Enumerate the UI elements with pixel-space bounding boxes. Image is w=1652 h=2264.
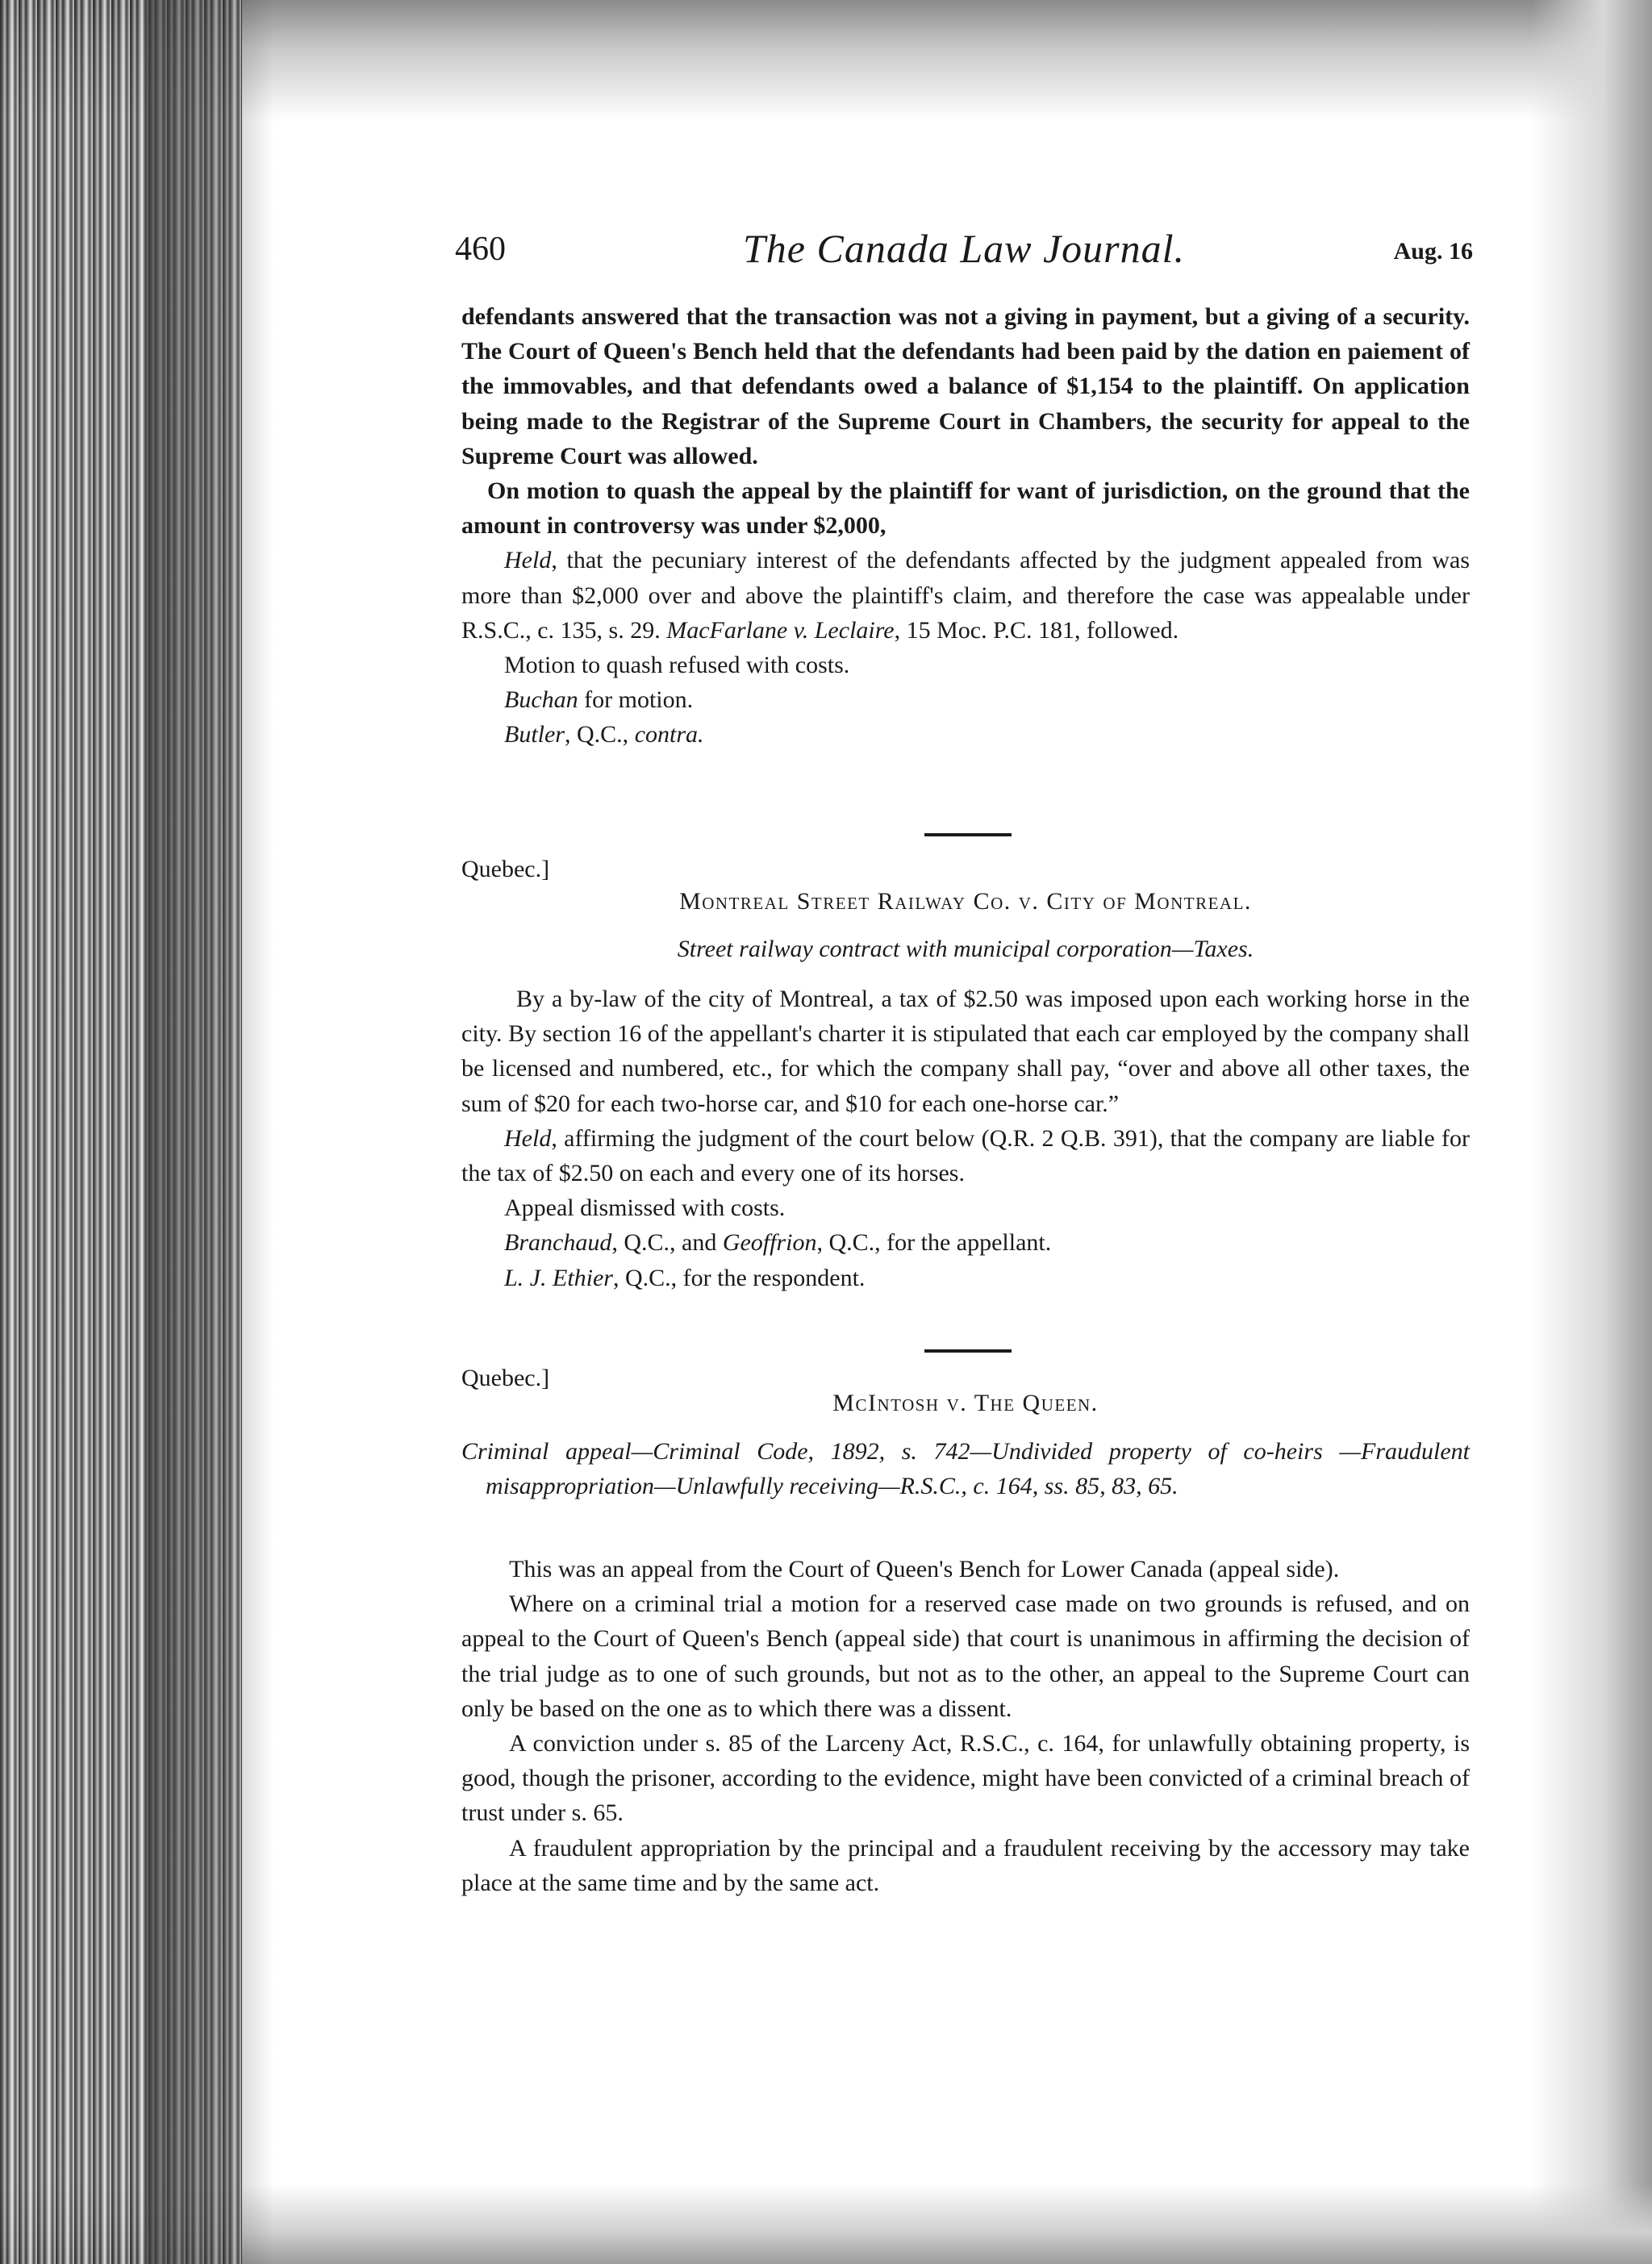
counsel-role: for motion. bbox=[578, 686, 694, 714]
case2-counsel-appellant bbox=[461, 1225, 1470, 1260]
counsel-role: , Q.C., for the appellant. bbox=[816, 1229, 1052, 1257]
case1-result: Motion to quash refused with costs. bbox=[504, 652, 850, 679]
counsel-role: , Q.C., for the respondent. bbox=[613, 1264, 866, 1291]
case1-counsel-contra bbox=[461, 717, 1470, 752]
counsel-name: Geoffrion bbox=[722, 1229, 817, 1257]
case2-headnote: Street railway contract with municipal corporation—Taxes. bbox=[677, 936, 1254, 962]
cited-case: MacFarlane v. Leclaire bbox=[666, 616, 895, 644]
case3-court: Quebec.] bbox=[461, 1365, 550, 1391]
scan-edge-shadow bbox=[145, 0, 274, 2264]
held-text: , affirming the judgment of the court below (Q.R. 2 Q.B. 391), that the company are liable for the tax of $2.50 on each and every one of its horses. bbox=[461, 1124, 1470, 1187]
counsel-role: contra. bbox=[634, 721, 704, 748]
case1-motion-paragraph: On motion to quash the appeal by the plaintiff for want of jurisdiction, on the ground that the amount in controversy was under $2,000, bbox=[461, 477, 1470, 540]
case3-paragraph: A fraudulent appropriation by the principal and a fraudulent receiving by the accessory may take place at the same time and by the same act. bbox=[461, 1834, 1470, 1896]
case3-paragraph: A conviction under s. 85 of the Larceny Act, R.S.C., c. 164, for unlawfully obtaining property, is good, though the prisoner, according to the evidence, might have been convicted of a criminal breach of trust under s. 65. bbox=[461, 1730, 1470, 1827]
case2-result: Appeal dismissed with costs. bbox=[504, 1195, 786, 1222]
case3-headnote-block bbox=[461, 1434, 1470, 1503]
counsel-name: Buchan bbox=[504, 686, 578, 714]
case2-held-paragraph bbox=[461, 1121, 1470, 1190]
held-text: , that the pecuniary interest of the defendants affected by the judgment appealed from was more than $2,000 over and above the plaintiff's claim, and therefore the case was appealable under R.S.C., c. 135, s. 29. bbox=[461, 547, 1470, 644]
case1-body bbox=[461, 299, 1470, 753]
case2-counsel-respondent bbox=[461, 1261, 1470, 1295]
cited-case-reference: , 15 Moc. P.C. 181, followed. bbox=[894, 616, 1179, 644]
case1-paragraph: defendants answered that the transaction was not a giving in payment, but a giving of a security. The Court of Queen's Bench held that the defendants had been paid by the dation en paiement of the immovables, and that defendants owed a balance of $1,154 to the plaintiff. On application being made to the Registrar of the Supreme Court in Chambers, the security for appeal to the Supreme Court was allowed. bbox=[461, 303, 1470, 469]
held-label: Held bbox=[504, 1124, 552, 1152]
case3-headnote: Criminal appeal—Criminal Code, 1892, s. 742—Undivided property of co-heirs —Fraudulent misappropriation—Unlawfully receiving—R.S.C., c. 164, ss. 85, 83, 65. bbox=[461, 1438, 1470, 1500]
case2-court: Quebec.] bbox=[461, 856, 550, 882]
running-header bbox=[455, 226, 1473, 278]
counsel-name: Branchaud bbox=[504, 1229, 612, 1257]
counsel-title: , Q.C., bbox=[565, 721, 635, 748]
case1-held-paragraph bbox=[461, 543, 1470, 648]
section-divider bbox=[924, 833, 1012, 836]
case3-paragraph: Where on a criminal trial a motion for a reserved case made on two grounds is refused, and on appeal to the Court of Queen's Bench (appeal side) that court is unanimous in affirming the decision of the trial judge as to one of such grounds, but not as to the other, an appeal to the Supreme Court can only be based on the one as to which there was a dissent. bbox=[461, 1591, 1470, 1722]
case3-title: McIntosh v. The Queen. bbox=[832, 1390, 1099, 1416]
journal-title: The Canada Law Journal. bbox=[742, 226, 1186, 271]
case2-paragraph: By a by-law of the city of Montreal, a tax of $2.50 was imposed upon each working horse in the city. By section 16 of the appellant's charter it is stipulated that each car employed by the company shall be licensed and numbered, etc., for which the company shall pay, “over and above all other taxes, the sum of $20 for each two-horse car, and $10 for each one-horse car.” bbox=[461, 986, 1470, 1117]
page-number: 460 bbox=[455, 231, 506, 268]
case3-body bbox=[461, 1552, 1470, 1900]
counsel-title: , Q.C., and bbox=[611, 1229, 723, 1257]
case2-body bbox=[461, 982, 1470, 1295]
issue-date: Aug. 16 bbox=[1393, 238, 1473, 265]
held-label: Held bbox=[504, 547, 552, 574]
counsel-name: L. J. Ethier bbox=[504, 1264, 613, 1291]
counsel-name: Butler bbox=[504, 721, 565, 748]
section-divider bbox=[924, 1349, 1012, 1353]
case1-counsel-motion bbox=[461, 682, 1470, 717]
case2-title: Montreal Street Railway Co. v. City of Montreal. bbox=[679, 888, 1252, 915]
case3-paragraph: This was an appeal from the Court of Queen's Bench for Lower Canada (appeal side). bbox=[509, 1556, 1340, 1582]
scan-edge-right bbox=[1531, 0, 1652, 2264]
